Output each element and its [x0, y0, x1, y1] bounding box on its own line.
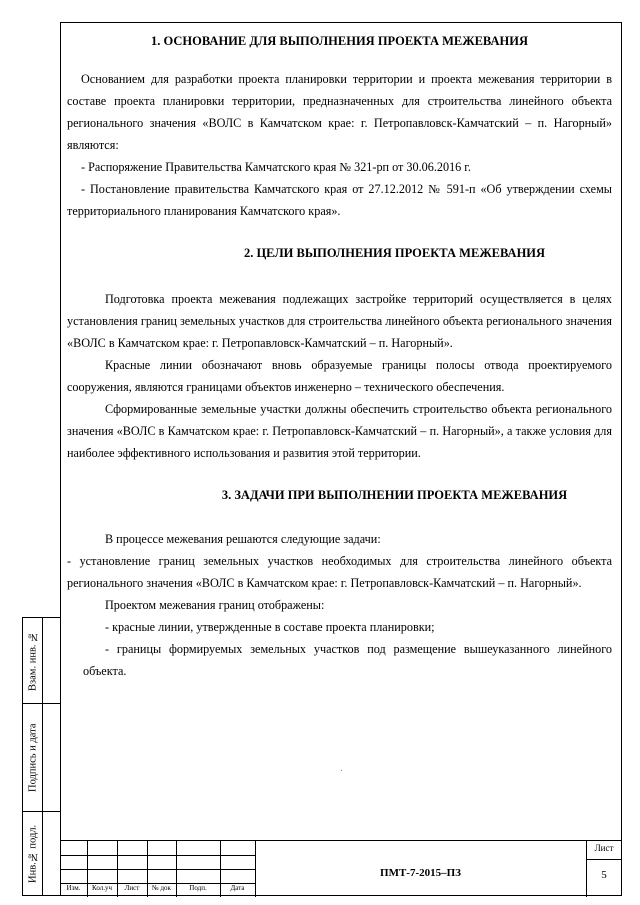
section-3-paragraph: В процессе межевания решаются следующие задачи: [105, 532, 381, 546]
title-block-rule [60, 869, 255, 870]
section-1-paragraph: - Постановление правительства Камчатского края от 27.12.2012 № 591-п «Об утверждении схемы территориального планирования Камчатского края». [67, 182, 612, 218]
section-3-heading: 3. ЗАДАЧИ ПРИ ВЫПОЛНЕНИИ ПРОЕКТА МЕЖЕВАНИЯ [221, 488, 568, 502]
section-2-paragraph: Сформированные земельные участки должны обеспечить строительство объекта регионального значения «ВОЛС в Камчатском крае: г. Петропавловск-Камчатский – п. Нагорный», а также условия для наиболее эффективного использования и развития этой территории. [67, 402, 612, 460]
section-3-paragraph: - красные линии, утвержденные в составе проекта планировки; [105, 620, 435, 634]
section-2-heading: 2. ЦЕЛИ ВЫПОЛНЕНИЯ ПРОЕКТА МЕЖЕВАНИЯ [243, 246, 546, 260]
kol-uch-label: Кол.уч [92, 884, 112, 892]
section-2-paragraph: Красные линии обозначают вновь образуемые границы полосы отвода проектируемого сооружения, являются границами объектов инженерно – технического обеспечения. [67, 358, 612, 394]
section-3-paragraph: - границы формируемых земельных участков под размещение вышеуказанного линейного объекта. [83, 642, 612, 678]
section-3-paragraph: - установление границ земельных участков необходимых для строительства линейного объекта регионального значения «ВОЛС в Камчатском крае: г. Петропавловск-Камчатский – п. Нагорный». [67, 554, 612, 590]
section-1-paragraph: Основанием для разработки проекта планировки территории и проекта межевания территории в составе проекта планировки территории, предназначенных для строительства линейного объекта регионального значения «ВОЛС в Камчатском крае: г. Петропавловск-Камчатский – п. Нагорный» являются: [67, 72, 612, 152]
scan-speck [341, 770, 342, 771]
side-stamp [22, 617, 60, 896]
podp-label: Подп. [189, 884, 207, 892]
izm-label: Изм. [66, 884, 81, 892]
sheet-label: Лист [594, 843, 614, 853]
section-1-paragraph: - Распоряжение Правительства Камчатского края № 321-рп от 30.06.2016 г. [81, 160, 471, 174]
list-label: Лист [124, 884, 140, 892]
section-2-paragraph: Подготовка проекта межевания подлежащих застройке территорий осуществляется в целях установления границ земельных участков для строительства линейного объекта регионального значения «ВОЛС в Камчатском крае: г. Петропавловск-Камчатский – п. Нагорный». [67, 292, 612, 350]
inv-podl-label: Инв.№ подл. [27, 824, 39, 883]
section-1-heading: 1. ОСНОВАНИЕ ДЛЯ ВЫПОЛНЕНИЯ ПРОЕКТА МЕЖЕВАНИЯ [151, 34, 528, 48]
section-3-paragraph: Проектом межевания границ отображены: [105, 598, 325, 612]
vzam-inv-label: Взам. инв. № [27, 630, 39, 692]
nom-dok-label: № док [152, 884, 171, 892]
podpis-data-label: Подпись и дата [27, 723, 39, 793]
document-code: ПМТ-7-2015–ПЗ [380, 867, 461, 879]
document-body [67, 30, 612, 682]
title-block [60, 840, 622, 896]
data-label: Дата [230, 884, 245, 892]
title-block-rule [60, 855, 255, 856]
sheet-number: 5 [601, 869, 607, 881]
title-block-rule [586, 859, 622, 860]
